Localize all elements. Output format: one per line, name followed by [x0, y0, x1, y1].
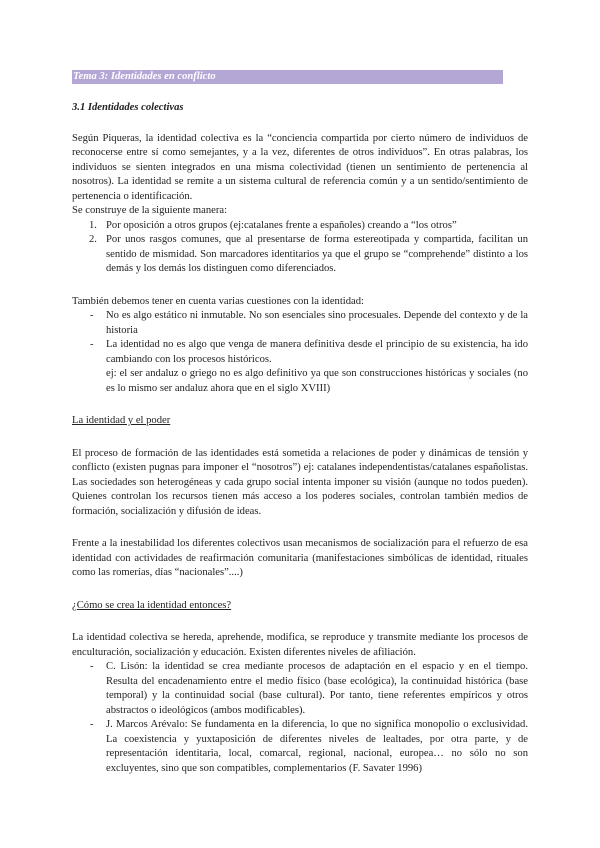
list-marker: 1. — [89, 219, 97, 231]
topic-banner: Tema 3: Identidades en conflicto — [72, 70, 503, 84]
list-marker: - — [90, 719, 94, 730]
construct-line: Se construye de la siguiente manera: — [72, 205, 228, 216]
list-marker: - — [90, 339, 94, 350]
list-item-text: No es algo estático ni inmutable. No son esenciales sino procesuales. Depende del contexto y de la historia — [106, 310, 528, 336]
list-item-text: La identidad no es algo que venga de manera definitiva desde el principio de su existencia, ha ido cambiando con los procesos históricos. — [106, 339, 528, 365]
construct-list — [72, 219, 528, 277]
document-page — [72, 70, 528, 776]
intro-paragraph: Según Piqueras, la identidad colectiva es la “conciencia compartida por cierto número de individuos de reconocerse entre sí como semejantes, y a la vez, diferentes de otros individuos”. En otras palabras, los individuos se sienten integrados en una misma colectividad (tienen un sentimiento de pertenencia al nosotros). La identidad se remite a un sistema cultural de referencia común y a un sentido/sentimiento de pertenencia o identificación. — [72, 132, 528, 202]
authors-list — [72, 660, 528, 776]
list-item — [72, 718, 528, 776]
list-item — [72, 660, 528, 718]
list-item-text: Por unos rasgos comunes, que al presentarse de forma estereotipada y compartida, facilitan un sentido de mismidad. Son marcadores identitarios ya que el grupo se “comprehende” distinto a los demás y los demás los distinguen como diferenciados. — [106, 234, 528, 274]
list-item — [72, 233, 528, 277]
example-text: ej: el ser andaluz o griego no es algo definitivo ya que son construcciones históricas y sociales (no es lo mismo ser andaluz ahora que en el siglo XVIII) — [106, 368, 528, 394]
section-title: 3.1 Identidades colectivas — [72, 102, 184, 113]
instability-paragraph: Frente a la inestabilidad los diferentes colectivos usan mecanismos de socialización para el refuerzo de esa identidad con actividades de reafirmación comunitaria (manifestaciones simbólicas de identidad, rituales como las romerías, días “nacionales”....) — [72, 538, 528, 578]
questions-intro: También debemos tener en cuenta varias cuestiones con la identidad: — [72, 295, 364, 307]
list-item-text: C. Lisón: la identidad se crea mediante procesos de adaptación en el espacio y en el tiempo. Resulta del encadenamiento entre el medio físico (base ecológica), la continuidad histórica (base temporal) y la continuidad social (base cultural). Por tanto, tiene referentes empíricos y otros abstractos o ideológicos (ambos modificables). — [106, 661, 528, 716]
power-heading: La identidad y el poder — [72, 415, 171, 426]
list-item-text: Por oposición a otros grupos (ej:catalanes frente a españoles) creando a “los otros” — [106, 219, 457, 231]
list-marker: - — [90, 310, 94, 321]
list-marker: - — [90, 661, 94, 672]
power-paragraph: El proceso de formación de las identidades está sometida a relaciones de poder y dinámicas de tensión y conflicto (existen pugnas para imponer el “nosotros”) ej: catalanes independentistas/catalanes españolistas. Las sociedades son heterogéneas y cada grupo social intenta imponer su visión (aunque no todos pueden). Quienes controlan los recursos tienen más acceso a los poderes sociales, controlan también medios de formación, socialización y difusión de ideas. — [72, 447, 528, 517]
questions-list — [72, 309, 528, 396]
list-item-text: J. Marcos Arévalo: Se fundamenta en la diferencia, lo que no significa monopolio o exclusividad. La coexistencia y yuxtaposición de diferentes niveles de lealtades, por otra parte, y de representación identitaria, local, comarcal, regional, nacional, europea… no sólo no son excluyentes, sino que son compatibles, complementarios (F. Savater 1996) — [106, 719, 528, 774]
list-item — [72, 309, 528, 338]
list-item — [72, 219, 528, 234]
list-item — [72, 338, 528, 396]
creation-paragraph: La identidad colectiva se hereda, aprehende, modifica, se reproduce y transmite mediante los procesos de enculturación, socialización y educación. Existen diferentes niveles de afiliación. — [72, 632, 528, 658]
list-marker: 2. — [89, 234, 97, 245]
creation-heading: ¿Cómo se crea la identidad entonces? — [72, 599, 232, 611]
